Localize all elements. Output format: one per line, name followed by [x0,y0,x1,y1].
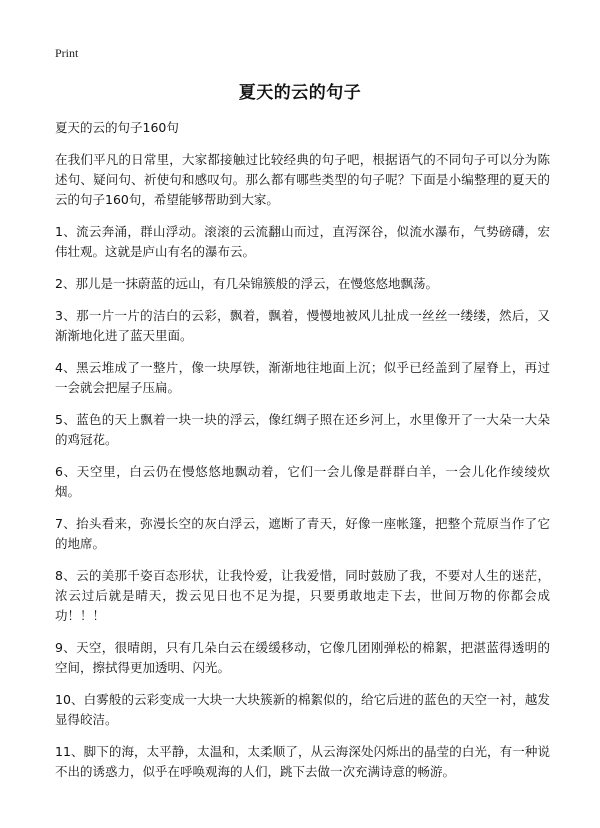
sentence-item-6: 6、天空里，白云仍在慢悠悠地飘动着，它们一会儿像是群群白羊，一会儿化作绫绫炊烟。 [55,464,550,499]
sentence-item-9: 9、天空，很晴朗，只有几朵白云在缓缓移动，它像几团刚弹松的棉絮，把湛蓝得透明的空间，擦拭得更加透明、闪光。 [55,640,550,675]
intro-paragraph: 在我们平凡的日常里，大家都接触过比较经典的句子吧，根据语气的不同句子可以分为陈述句、疑问句、祈使句和感叹句。那么都有哪些类型的句子呢？下面是小编整理的夏天的云的句子160句，希望能够帮助到大家。 [55,152,550,207]
sentence-item-5: 5、蓝色的天上飘着一块一块的浮云，像红绸子照在还乡河上，水里像开了一大朵一大朵的鸡冠花。 [55,412,550,447]
sentence-item-3: 3、那一片一片的洁白的云彩，飘着，飘着，慢慢地被风儿扯成一丝丝一缕缕，然后，又渐渐地化进了蓝天里面。 [55,308,550,343]
sentence-item-11: 11、脚下的海，太平静，太温和，太柔顺了，从云海深处闪烁出的晶莹的白光，有一种说不出的诱惑力，似乎在呼唤观海的人们，跳下去做一次充满诗意的畅游。 [55,744,550,779]
article-body [55,118,550,794]
sentence-item-4: 4、黑云堆成了一整片，像一块厚铁，渐渐地往地面上沉；似乎已经盖到了屋脊上，再过一会就会把屋子压扁。 [55,360,550,395]
sentence-item-2: 2、那儿是一抹蔚蓝的远山，有几朵锦簇般的浮云，在慢悠悠地飘荡。 [55,276,438,291]
print-label: Print [55,46,79,60]
sentence-item-10: 10、白雾般的云彩变成一大块一大块簇新的棉絮似的，给它后进的蓝色的天空一衬，越发显得皎洁。 [55,692,550,727]
sentence-item-1: 1、流云奔涌，群山浮动。滚滚的云流翻山而过，直泻深谷，似流水瀑布，气势磅礴，宏伟壮观。这就是庐山有名的瀑布云。 [55,224,550,259]
page-title: 夏天的云的句子 [238,83,362,103]
article-subtitle: 夏天的云的句子160句 [55,120,179,135]
sentence-item-8: 8、云的美那千姿百态形状，让我怜爱，让我爱惜，同时鼓励了我，不要对人生的迷茫，浓云过后就是晴天，拨云见日也不足为提，只要勇敢地走下去，世间万物的你都会成功！！！ [55,568,550,623]
sentence-item-7: 7、抬头看来，弥漫长空的灰白浮云，遮断了青天，好像一座帐篷，把整个荒原当作了它的地席。 [55,516,550,551]
